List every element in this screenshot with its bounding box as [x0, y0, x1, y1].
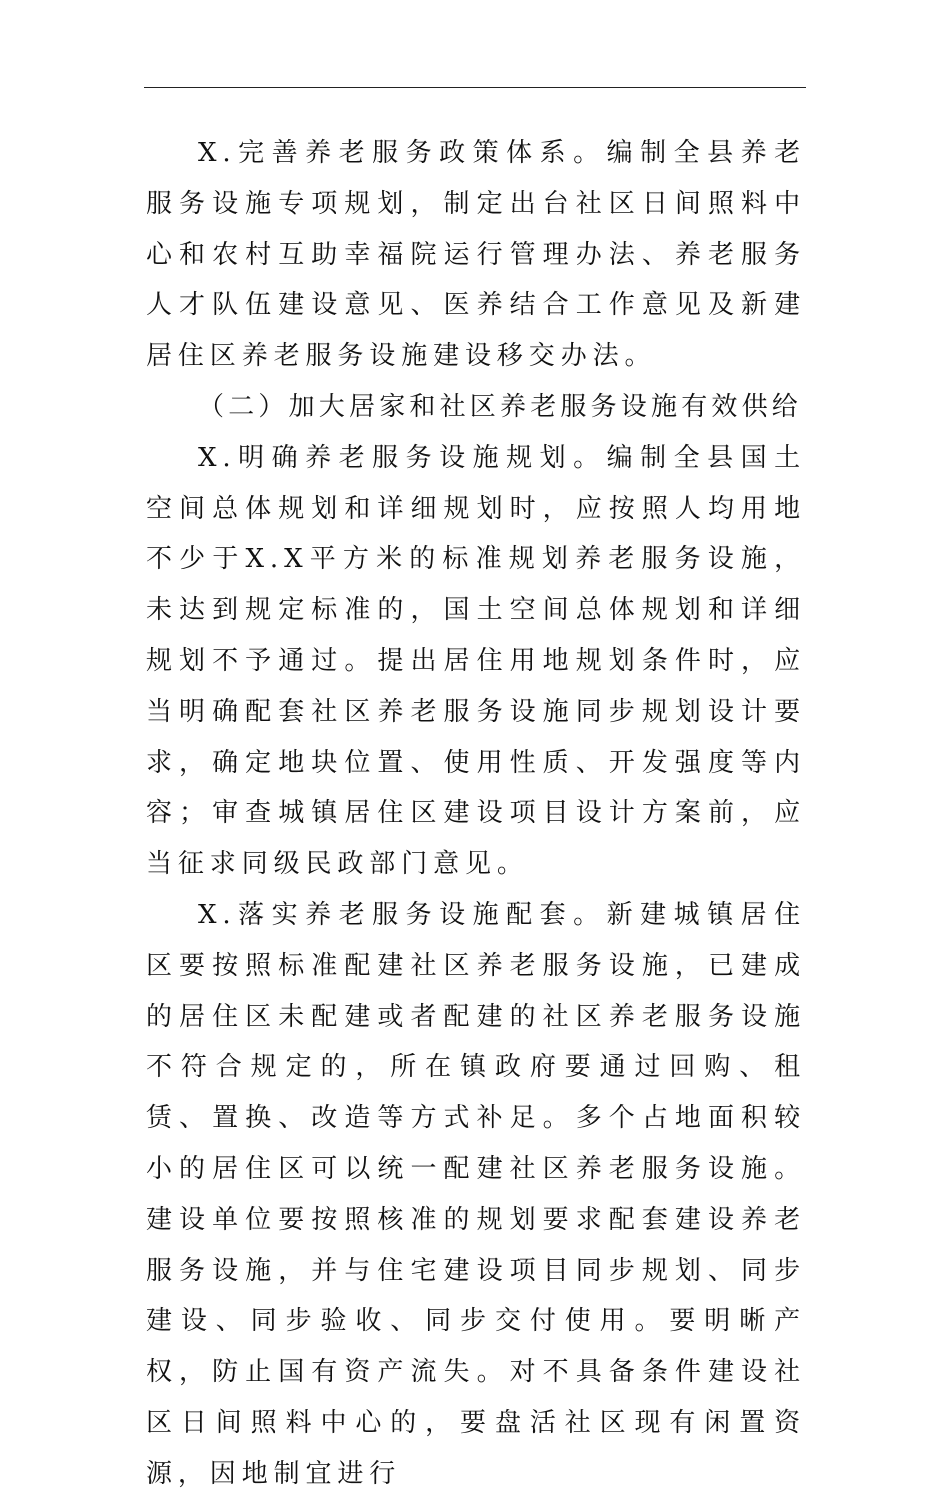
header-rule: [144, 87, 806, 88]
paragraph-facility-planning: X.明确养老服务设施规划。编制全县国土空间总体规划和详细规划时，应按照人均用地不少于X.X平方米的标准规划养老服务设施，未达到规定标准的，国土空间总体规划和详细规划不予通过。提出居住用地规划条件时，应当明确配套社区养老服务设施同步规划设计要求，确定地块位置、使用性质、开发强度等内容；审查城镇居住区建设项目设计方案前，应当征求同级民政部门意见。: [146, 442, 806, 880]
paragraph-policy-system: X.完善养老服务政策体系。编制全县养老服务设施专项规划，制定出台社区日间照料中心和农村互助幸福院运行管理办法、养老服务人才队伍建设意见、医养结合工作意见及新建居住区养老服务设施建设移交办法。: [146, 138, 806, 372]
section-heading-2: （二）加大居家和社区养老服务设施有效供给: [198, 391, 803, 422]
document-body: [146, 128, 806, 1500]
paragraph-facility-supporting: X.落实养老服务设施配套。新建城镇居住区要按照标准配建社区养老服务设施，已建成的居住区未配建或者配建的社区养老服务设施不符合规定的，所在镇政府要通过回购、租赁、置换、改造等方式补足。多个占地面积较小的居住区可以统一配建社区养老服务设施。建设单位要按照核准的规划要求配套建设养老服务设施，并与住宅建设项目同步规划、同步建设、同步验收、同步交付使用。要明晰产权，防止国有资产流失。对不具备条件建设社区日间照料中心的，要盘活社区现有闲置资源，因地制宜进行: [146, 899, 806, 1489]
